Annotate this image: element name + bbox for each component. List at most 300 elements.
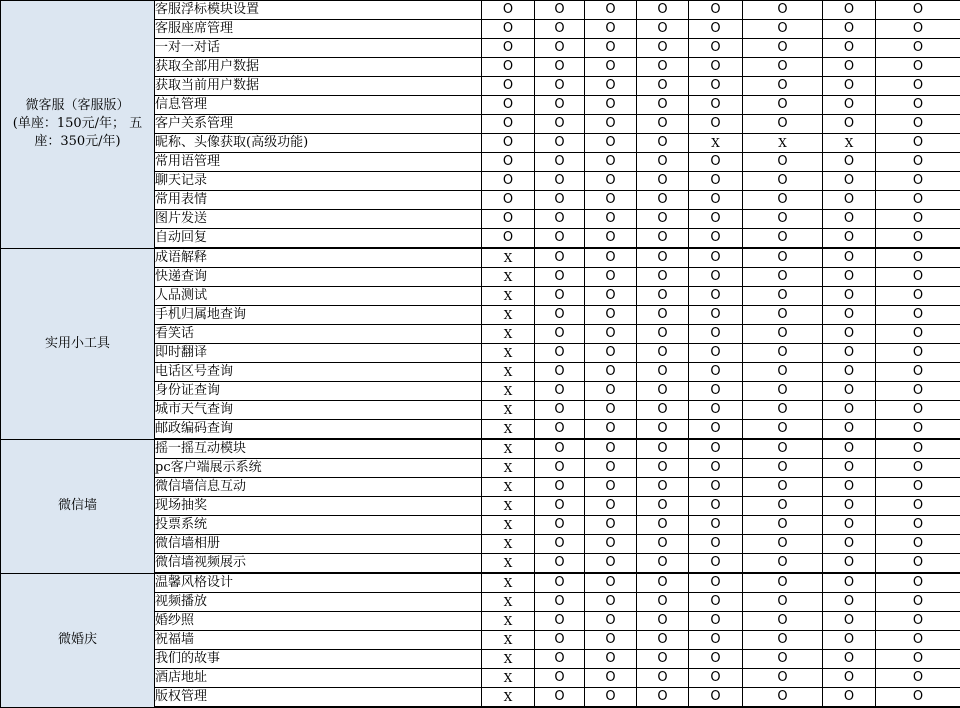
supported-mark-cell: O — [823, 650, 876, 669]
supported-mark-cell: O — [637, 134, 689, 153]
supported-mark-cell: O — [823, 478, 876, 497]
supported-mark-cell: O — [823, 535, 876, 554]
supported-mark-cell: O — [743, 1, 823, 20]
supported-mark-cell: O — [689, 306, 743, 325]
supported-mark-cell: O — [689, 516, 743, 535]
supported-mark-cell: O — [585, 210, 637, 229]
supported-mark-cell: O — [743, 77, 823, 96]
category-label: 微信墙 — [1, 497, 154, 515]
supported-mark-cell: O — [637, 401, 689, 420]
supported-mark-cell: O — [823, 115, 876, 134]
supported-mark-cell: O — [535, 631, 585, 650]
supported-mark-cell: O — [637, 268, 689, 287]
supported-mark-cell: O — [585, 77, 637, 96]
supported-mark-cell: O — [637, 650, 689, 669]
supported-mark-cell: O — [689, 39, 743, 58]
supported-mark-cell: O — [876, 535, 960, 554]
supported-mark-cell: O — [637, 554, 689, 574]
feature-name-cell: 手机归属地查询 — [155, 306, 482, 325]
feature-name-cell: 常用语管理 — [155, 153, 482, 172]
feature-name-cell: 祝福墙 — [155, 631, 482, 650]
supported-mark-cell: O — [689, 459, 743, 478]
feature-name-cell: 酒店地址 — [155, 669, 482, 688]
supported-mark-cell: O — [585, 669, 637, 688]
supported-mark-cell: O — [743, 631, 823, 650]
supported-mark-cell: O — [743, 535, 823, 554]
supported-mark-cell: O — [535, 172, 585, 191]
unsupported-mark-cell: X — [482, 650, 535, 669]
supported-mark-cell: O — [535, 669, 585, 688]
supported-mark-cell: O — [535, 287, 585, 306]
supported-mark-cell: O — [535, 77, 585, 96]
supported-mark-cell: O — [637, 382, 689, 401]
supported-mark-cell: O — [535, 382, 585, 401]
supported-mark-cell: O — [743, 688, 823, 708]
supported-mark-cell: O — [535, 459, 585, 478]
supported-mark-cell: O — [876, 459, 960, 478]
supported-mark-cell: O — [689, 573, 743, 593]
supported-mark-cell: O — [876, 688, 960, 708]
supported-mark-cell: O — [535, 39, 585, 58]
supported-mark-cell: O — [535, 1, 585, 20]
category-label: 微婚庆 — [1, 631, 154, 649]
feature-name-cell: 微信墙信息互动 — [155, 478, 482, 497]
supported-mark-cell: O — [743, 229, 823, 249]
supported-mark-cell: O — [585, 593, 637, 612]
supported-mark-cell: O — [689, 287, 743, 306]
supported-mark-cell: O — [823, 382, 876, 401]
supported-mark-cell: O — [585, 554, 637, 574]
supported-mark-cell: O — [876, 439, 960, 459]
supported-mark-cell: O — [689, 439, 743, 459]
feature-name-cell: 电话区号查询 — [155, 363, 482, 382]
supported-mark-cell: O — [743, 39, 823, 58]
supported-mark-cell: O — [535, 688, 585, 708]
supported-mark-cell: O — [743, 459, 823, 478]
supported-mark-cell: O — [689, 593, 743, 612]
supported-mark-cell: O — [743, 96, 823, 115]
category-cell — [1, 1, 155, 249]
supported-mark-cell: O — [823, 325, 876, 344]
unsupported-mark-cell: X — [482, 497, 535, 516]
unsupported-mark-cell: X — [482, 344, 535, 363]
supported-mark-cell: O — [482, 77, 535, 96]
supported-mark-cell: O — [743, 306, 823, 325]
supported-mark-cell: O — [876, 20, 960, 39]
supported-mark-cell: O — [823, 229, 876, 249]
supported-mark-cell: O — [876, 363, 960, 382]
supported-mark-cell: O — [535, 497, 585, 516]
supported-mark-cell: O — [876, 420, 960, 440]
supported-mark-cell: O — [689, 497, 743, 516]
supported-mark-cell: O — [689, 688, 743, 708]
feature-name-cell: 邮政编码查询 — [155, 420, 482, 440]
supported-mark-cell: O — [585, 612, 637, 631]
supported-mark-cell: O — [535, 58, 585, 77]
supported-mark-cell: O — [743, 420, 823, 440]
category-label: 座：350元/年) — [1, 133, 154, 151]
supported-mark-cell: O — [743, 650, 823, 669]
supported-mark-cell: O — [823, 287, 876, 306]
category-cell — [1, 573, 155, 707]
supported-mark-cell: O — [876, 229, 960, 249]
supported-mark-cell: O — [689, 153, 743, 172]
supported-mark-cell: O — [689, 344, 743, 363]
supported-mark-cell: O — [637, 439, 689, 459]
supported-mark-cell: O — [876, 516, 960, 535]
supported-mark-cell: O — [823, 516, 876, 535]
supported-mark-cell: O — [823, 96, 876, 115]
supported-mark-cell: O — [637, 229, 689, 249]
unsupported-mark-cell: X — [823, 134, 876, 153]
supported-mark-cell: O — [482, 58, 535, 77]
supported-mark-cell: O — [585, 650, 637, 669]
supported-mark-cell: O — [637, 77, 689, 96]
supported-mark-cell: O — [535, 191, 585, 210]
supported-mark-cell: O — [689, 535, 743, 554]
supported-mark-cell: O — [535, 363, 585, 382]
supported-mark-cell: O — [823, 191, 876, 210]
supported-mark-cell: O — [535, 115, 585, 134]
supported-mark-cell: O — [689, 612, 743, 631]
supported-mark-cell: O — [876, 306, 960, 325]
feature-name-cell: 看笑话 — [155, 325, 482, 344]
supported-mark-cell: O — [743, 554, 823, 574]
supported-mark-cell: O — [482, 134, 535, 153]
supported-mark-cell: O — [823, 306, 876, 325]
supported-mark-cell: O — [535, 210, 585, 229]
supported-mark-cell: O — [743, 344, 823, 363]
supported-mark-cell: O — [637, 248, 689, 268]
feature-name-cell: 常用表情 — [155, 191, 482, 210]
supported-mark-cell: O — [535, 401, 585, 420]
supported-mark-cell: O — [535, 478, 585, 497]
supported-mark-cell: O — [637, 573, 689, 593]
supported-mark-cell: O — [482, 115, 535, 134]
supported-mark-cell: O — [535, 535, 585, 554]
supported-mark-cell: O — [585, 96, 637, 115]
feature-name-cell: 人品测试 — [155, 287, 482, 306]
category-cell — [1, 248, 155, 439]
supported-mark-cell: O — [585, 516, 637, 535]
supported-mark-cell: O — [535, 344, 585, 363]
supported-mark-cell: O — [743, 401, 823, 420]
supported-mark-cell: O — [535, 554, 585, 574]
supported-mark-cell: O — [585, 1, 637, 20]
supported-mark-cell: O — [637, 115, 689, 134]
supported-mark-cell: O — [585, 191, 637, 210]
supported-mark-cell: O — [535, 420, 585, 440]
supported-mark-cell: O — [743, 115, 823, 134]
supported-mark-cell: O — [823, 573, 876, 593]
supported-mark-cell: O — [876, 39, 960, 58]
feature-name-cell: 身份证查询 — [155, 382, 482, 401]
supported-mark-cell: O — [876, 612, 960, 631]
supported-mark-cell: O — [823, 497, 876, 516]
supported-mark-cell: O — [823, 1, 876, 20]
supported-mark-cell: O — [823, 210, 876, 229]
supported-mark-cell: O — [585, 573, 637, 593]
supported-mark-cell: O — [482, 96, 535, 115]
supported-mark-cell: O — [823, 344, 876, 363]
unsupported-mark-cell: X — [482, 325, 535, 344]
supported-mark-cell: O — [535, 134, 585, 153]
feature-name-cell: 成语解释 — [155, 248, 482, 268]
table-row — [1, 248, 960, 268]
feature-name-cell: 投票系统 — [155, 516, 482, 535]
supported-mark-cell: O — [689, 77, 743, 96]
supported-mark-cell: O — [482, 210, 535, 229]
supported-mark-cell: O — [876, 115, 960, 134]
supported-mark-cell: O — [743, 191, 823, 210]
supported-mark-cell: O — [585, 688, 637, 708]
supported-mark-cell: O — [637, 191, 689, 210]
supported-mark-cell: O — [823, 401, 876, 420]
feature-name-cell: 微信墙视频展示 — [155, 554, 482, 574]
supported-mark-cell: O — [876, 344, 960, 363]
supported-mark-cell: O — [743, 268, 823, 287]
category-label: 实用小工具 — [1, 335, 154, 353]
supported-mark-cell: O — [689, 58, 743, 77]
table-body — [1, 1, 960, 708]
supported-mark-cell: O — [535, 306, 585, 325]
supported-mark-cell: O — [585, 401, 637, 420]
supported-mark-cell: O — [482, 1, 535, 20]
unsupported-mark-cell: X — [482, 382, 535, 401]
supported-mark-cell: O — [637, 39, 689, 58]
supported-mark-cell: O — [876, 210, 960, 229]
supported-mark-cell: O — [823, 39, 876, 58]
supported-mark-cell: O — [689, 669, 743, 688]
unsupported-mark-cell: X — [482, 554, 535, 574]
supported-mark-cell: O — [637, 478, 689, 497]
supported-mark-cell: O — [585, 344, 637, 363]
supported-mark-cell: O — [823, 363, 876, 382]
supported-mark-cell: O — [535, 96, 585, 115]
supported-mark-cell: O — [585, 153, 637, 172]
supported-mark-cell: O — [876, 478, 960, 497]
supported-mark-cell: O — [876, 650, 960, 669]
feature-name-cell: 图片发送 — [155, 210, 482, 229]
supported-mark-cell: O — [689, 210, 743, 229]
supported-mark-cell: O — [585, 287, 637, 306]
feature-name-cell: 客服浮标模块设置 — [155, 1, 482, 20]
supported-mark-cell: O — [689, 248, 743, 268]
category-label: 微客服（客服版） — [1, 97, 154, 115]
supported-mark-cell: O — [585, 248, 637, 268]
supported-mark-cell: O — [637, 516, 689, 535]
supported-mark-cell: O — [876, 1, 960, 20]
supported-mark-cell: O — [876, 134, 960, 153]
unsupported-mark-cell: X — [689, 134, 743, 153]
unsupported-mark-cell: X — [482, 306, 535, 325]
supported-mark-cell: O — [535, 650, 585, 669]
supported-mark-cell: O — [876, 631, 960, 650]
unsupported-mark-cell: X — [482, 573, 535, 593]
supported-mark-cell: O — [689, 229, 743, 249]
supported-mark-cell: O — [876, 287, 960, 306]
supported-mark-cell: O — [585, 325, 637, 344]
supported-mark-cell: O — [876, 669, 960, 688]
supported-mark-cell: O — [637, 688, 689, 708]
unsupported-mark-cell: X — [482, 593, 535, 612]
supported-mark-cell: O — [637, 535, 689, 554]
supported-mark-cell: O — [876, 554, 960, 574]
supported-mark-cell: O — [743, 20, 823, 39]
supported-mark-cell: O — [689, 115, 743, 134]
supported-mark-cell: O — [535, 248, 585, 268]
supported-mark-cell: O — [743, 287, 823, 306]
supported-mark-cell: O — [637, 497, 689, 516]
feature-name-cell: 信息管理 — [155, 96, 482, 115]
supported-mark-cell: O — [535, 268, 585, 287]
unsupported-mark-cell: X — [482, 363, 535, 382]
supported-mark-cell: O — [535, 229, 585, 249]
supported-mark-cell: O — [585, 363, 637, 382]
feature-name-cell: 我们的故事 — [155, 650, 482, 669]
feature-name-cell: pc客户端展示系统 — [155, 459, 482, 478]
supported-mark-cell: O — [743, 210, 823, 229]
supported-mark-cell: O — [743, 516, 823, 535]
supported-mark-cell: O — [637, 287, 689, 306]
supported-mark-cell: O — [585, 497, 637, 516]
supported-mark-cell: O — [585, 172, 637, 191]
supported-mark-cell: O — [823, 459, 876, 478]
unsupported-mark-cell: X — [482, 669, 535, 688]
supported-mark-cell: O — [689, 363, 743, 382]
supported-mark-cell: O — [637, 96, 689, 115]
supported-mark-cell: O — [823, 153, 876, 172]
supported-mark-cell: O — [823, 172, 876, 191]
supported-mark-cell: O — [743, 325, 823, 344]
supported-mark-cell: O — [743, 478, 823, 497]
supported-mark-cell: O — [689, 268, 743, 287]
supported-mark-cell: O — [689, 554, 743, 574]
feature-name-cell: 摇一摇互动模块 — [155, 439, 482, 459]
feature-name-cell: 即时翻译 — [155, 344, 482, 363]
unsupported-mark-cell: X — [482, 439, 535, 459]
unsupported-mark-cell: X — [482, 631, 535, 650]
supported-mark-cell: O — [876, 382, 960, 401]
supported-mark-cell: O — [876, 268, 960, 287]
supported-mark-cell: O — [743, 497, 823, 516]
feature-name-cell: 自动回复 — [155, 229, 482, 249]
supported-mark-cell: O — [637, 631, 689, 650]
supported-mark-cell: O — [876, 77, 960, 96]
supported-mark-cell: O — [585, 382, 637, 401]
category-cell — [1, 439, 155, 573]
supported-mark-cell: O — [876, 248, 960, 268]
table-row — [1, 439, 960, 459]
supported-mark-cell: O — [876, 497, 960, 516]
supported-mark-cell: O — [689, 96, 743, 115]
unsupported-mark-cell: X — [482, 459, 535, 478]
supported-mark-cell: O — [535, 573, 585, 593]
supported-mark-cell: O — [637, 459, 689, 478]
supported-mark-cell: O — [689, 325, 743, 344]
supported-mark-cell: O — [823, 420, 876, 440]
supported-mark-cell: O — [637, 593, 689, 612]
supported-mark-cell: O — [535, 325, 585, 344]
supported-mark-cell: O — [637, 344, 689, 363]
supported-mark-cell: O — [876, 58, 960, 77]
unsupported-mark-cell: X — [482, 688, 535, 708]
feature-name-cell: 婚纱照 — [155, 612, 482, 631]
supported-mark-cell: O — [823, 688, 876, 708]
supported-mark-cell: O — [823, 20, 876, 39]
unsupported-mark-cell: X — [482, 268, 535, 287]
supported-mark-cell: O — [743, 58, 823, 77]
supported-mark-cell: O — [585, 420, 637, 440]
supported-mark-cell: O — [535, 20, 585, 39]
supported-mark-cell: O — [823, 77, 876, 96]
supported-mark-cell: O — [689, 401, 743, 420]
supported-mark-cell: O — [637, 172, 689, 191]
supported-mark-cell: O — [535, 516, 585, 535]
supported-mark-cell: O — [637, 669, 689, 688]
supported-mark-cell: O — [689, 650, 743, 669]
supported-mark-cell: O — [482, 20, 535, 39]
feature-name-cell: 快递查询 — [155, 268, 482, 287]
supported-mark-cell: O — [689, 1, 743, 20]
supported-mark-cell: O — [637, 20, 689, 39]
feature-name-cell: 获取全部用户数据 — [155, 58, 482, 77]
feature-name-cell: 温馨风格设计 — [155, 573, 482, 593]
supported-mark-cell: O — [637, 1, 689, 20]
supported-mark-cell: O — [823, 669, 876, 688]
supported-mark-cell: O — [743, 382, 823, 401]
supported-mark-cell: O — [637, 58, 689, 77]
supported-mark-cell: O — [689, 191, 743, 210]
feature-name-cell: 聊天记录 — [155, 172, 482, 191]
supported-mark-cell: O — [585, 535, 637, 554]
feature-name-cell: 客户关系管理 — [155, 115, 482, 134]
supported-mark-cell: O — [876, 172, 960, 191]
supported-mark-cell: O — [637, 153, 689, 172]
supported-mark-cell: O — [689, 631, 743, 650]
supported-mark-cell: O — [823, 439, 876, 459]
supported-mark-cell: O — [823, 631, 876, 650]
unsupported-mark-cell: X — [482, 248, 535, 268]
supported-mark-cell: O — [585, 631, 637, 650]
supported-mark-cell: O — [743, 573, 823, 593]
unsupported-mark-cell: X — [482, 287, 535, 306]
feature-name-cell: 视频播放 — [155, 593, 482, 612]
supported-mark-cell: O — [482, 39, 535, 58]
supported-mark-cell: O — [876, 96, 960, 115]
supported-mark-cell: O — [637, 306, 689, 325]
supported-mark-cell: O — [482, 172, 535, 191]
supported-mark-cell: O — [876, 191, 960, 210]
supported-mark-cell: O — [482, 191, 535, 210]
supported-mark-cell: O — [482, 229, 535, 249]
supported-mark-cell: O — [823, 612, 876, 631]
supported-mark-cell: O — [585, 459, 637, 478]
supported-mark-cell: O — [823, 593, 876, 612]
supported-mark-cell: O — [637, 363, 689, 382]
supported-mark-cell: O — [689, 382, 743, 401]
supported-mark-cell: O — [585, 268, 637, 287]
supported-mark-cell: O — [585, 478, 637, 497]
unsupported-mark-cell: X — [482, 516, 535, 535]
supported-mark-cell: O — [876, 573, 960, 593]
category-label: (单座：150元/年； 五 — [1, 115, 154, 133]
supported-mark-cell: O — [637, 420, 689, 440]
supported-mark-cell: O — [637, 612, 689, 631]
supported-mark-cell: O — [535, 153, 585, 172]
supported-mark-cell: O — [689, 478, 743, 497]
supported-mark-cell: O — [743, 248, 823, 268]
